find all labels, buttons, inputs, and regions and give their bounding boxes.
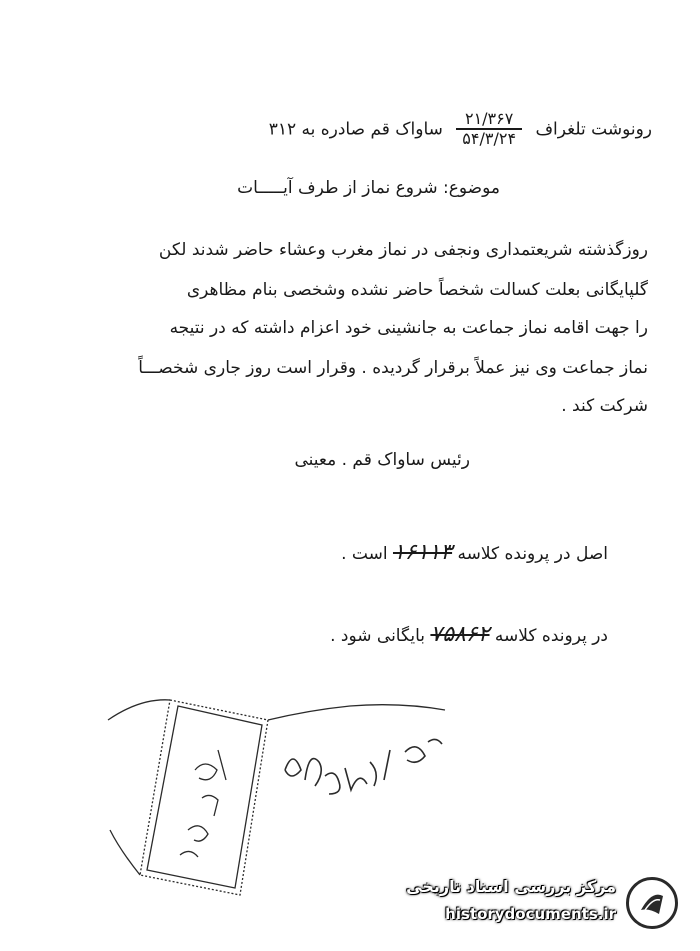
note1-suffix: است .	[341, 544, 388, 564]
header-title: رونوشت تلغراف	[535, 119, 652, 140]
logo-emblem-icon	[626, 877, 678, 929]
reference-numerator: ۲۱/۳۶۷	[456, 110, 522, 130]
note2-prefix: در پرونده کلاسه	[494, 626, 608, 646]
logo-text-url: historydocuments.ir	[445, 905, 616, 923]
body-line-4: نماز جماعت وی نیز عملاً برقرار گردیده . وقرار است روز جاری شخصـــاً	[138, 358, 648, 378]
body-line-1: روزگذشته شریعتمداری ونجفی در نماز مغرب وعشاء حاضر شدند لکن	[158, 240, 648, 260]
logo-text-persian: مرکز بررسی اسناد تاریخی	[406, 877, 616, 896]
subject-line: موضوع: شروع نماز از طرف آیـــــات	[237, 178, 500, 198]
note2-suffix: بایگانی شود .	[330, 626, 426, 646]
body-line-5: شرکت کند .	[561, 396, 648, 416]
archive-stamp	[108, 700, 445, 895]
signature-line: رئیس ساواک قم . معینی	[294, 450, 470, 470]
note2-file-number: ۷۵۸۶۲	[430, 622, 490, 647]
handwritten-initials	[285, 739, 442, 794]
filing-note-archive	[330, 622, 608, 647]
telegram-header	[269, 110, 652, 149]
note1-file-number: ۱۶۱۱۳	[392, 540, 453, 565]
reference-date: ۵۴/۳/۲۴	[462, 129, 517, 149]
reference-number	[456, 110, 522, 149]
filing-note-original	[341, 540, 608, 565]
body-line-2: گلپایگانی بعلت کسالت شخصاً حاضر نشده وشخصی بنام مظاهری	[186, 280, 648, 300]
archive-watermark-logo	[378, 875, 678, 937]
header-issuer: ساواک قم صادره به ۳۱۲	[268, 119, 443, 140]
body-line-3: را جهت اقامه نماز جماعت به جانشینی خود اعزام داشته که در نتیجه	[169, 318, 648, 338]
note1-prefix: اصل در پرونده کلاسه	[457, 544, 608, 564]
